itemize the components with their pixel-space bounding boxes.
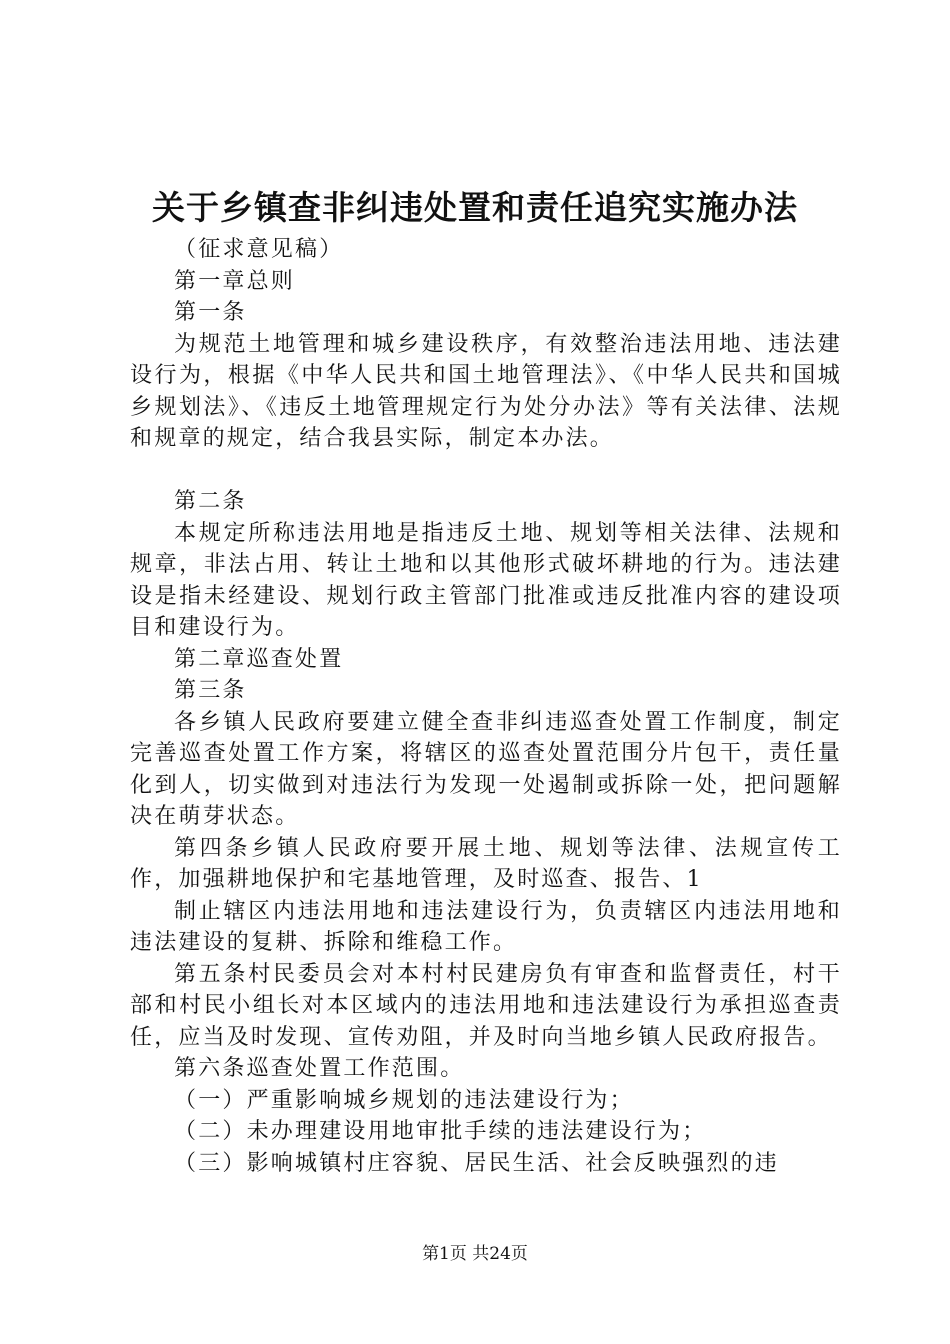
article-heading: 第一条 bbox=[174, 300, 247, 325]
document-title: 关于乡镇查非纠违处置和责任追究实施办法 bbox=[152, 188, 798, 227]
paragraph: 为规范土地管理和城乡建设秩序，有效整治违法用地、违法建设行为，根据《中华人民共和国土地管理法》、《中华人民共和国城乡规划法》、《违反土地管理规定行为处分办法》等有关法律、法规和规章的规定，结合我县实际，制定本办法。 bbox=[130, 331, 842, 451]
paragraph: 本规定所称违法用地是指违反土地、规划等相关法律、法规和规章，非法占用、转让土地和以其他形式破坏耕地的行为。违法建设是指未经建设、规划行政主管部门批准或违反批准内容的建设项目和建设行为。 bbox=[130, 520, 842, 640]
page-number: 第1页 共24页 bbox=[422, 1244, 528, 1264]
paragraph: 各乡镇人民政府要建立健全查非纠违巡查处置工作制度，制定完善巡查处置工作方案，将辖区的巡查处置范围分片包干，责任量化到人，切实做到对违法行为发现一处遏制或拆除一处，把问题解决在萌芽状态。 bbox=[130, 709, 842, 829]
paragraph: 第六条巡查处置工作范围。 bbox=[174, 1056, 465, 1081]
chapter-heading: 第二章巡查处置 bbox=[174, 646, 344, 672]
list-item: （一）严重影响城乡规划的违法建设行为； bbox=[174, 1087, 634, 1113]
paragraph: 第五条村民委员会对本村村民建房负有审查和监督责任，村干部和村民小组长对本区域内的违法用地和违法建设行为承担巡查责任，应当及时发现、宣传劝阻，并及时向当地乡镇人民政府报告。 bbox=[130, 961, 842, 1050]
chapter-heading: 第一章总则 bbox=[174, 268, 296, 294]
list-item: （二）未办理建设用地审批手续的违法建设行为； bbox=[174, 1119, 707, 1144]
list-item: （三）影响城镇村庄容貌、居民生活、社会反映强烈的违 bbox=[174, 1150, 780, 1176]
paragraph: 第四条乡镇人民政府要开展土地、规划等法律、法规宣传工作，加强耕地保护和宅基地管理，及时巡查、报告、1 bbox=[130, 835, 842, 892]
article-heading: 第三条 bbox=[174, 678, 247, 703]
document-body bbox=[130, 234, 842, 1179]
paragraph: 制止辖区内违法用地和违法建设行为，负责辖区内违法用地和违法建设的复耕、拆除和维稳工作。 bbox=[130, 898, 842, 955]
article-heading: 第二条 bbox=[174, 489, 247, 514]
draft-note: （征求意见稿） bbox=[174, 237, 344, 262]
